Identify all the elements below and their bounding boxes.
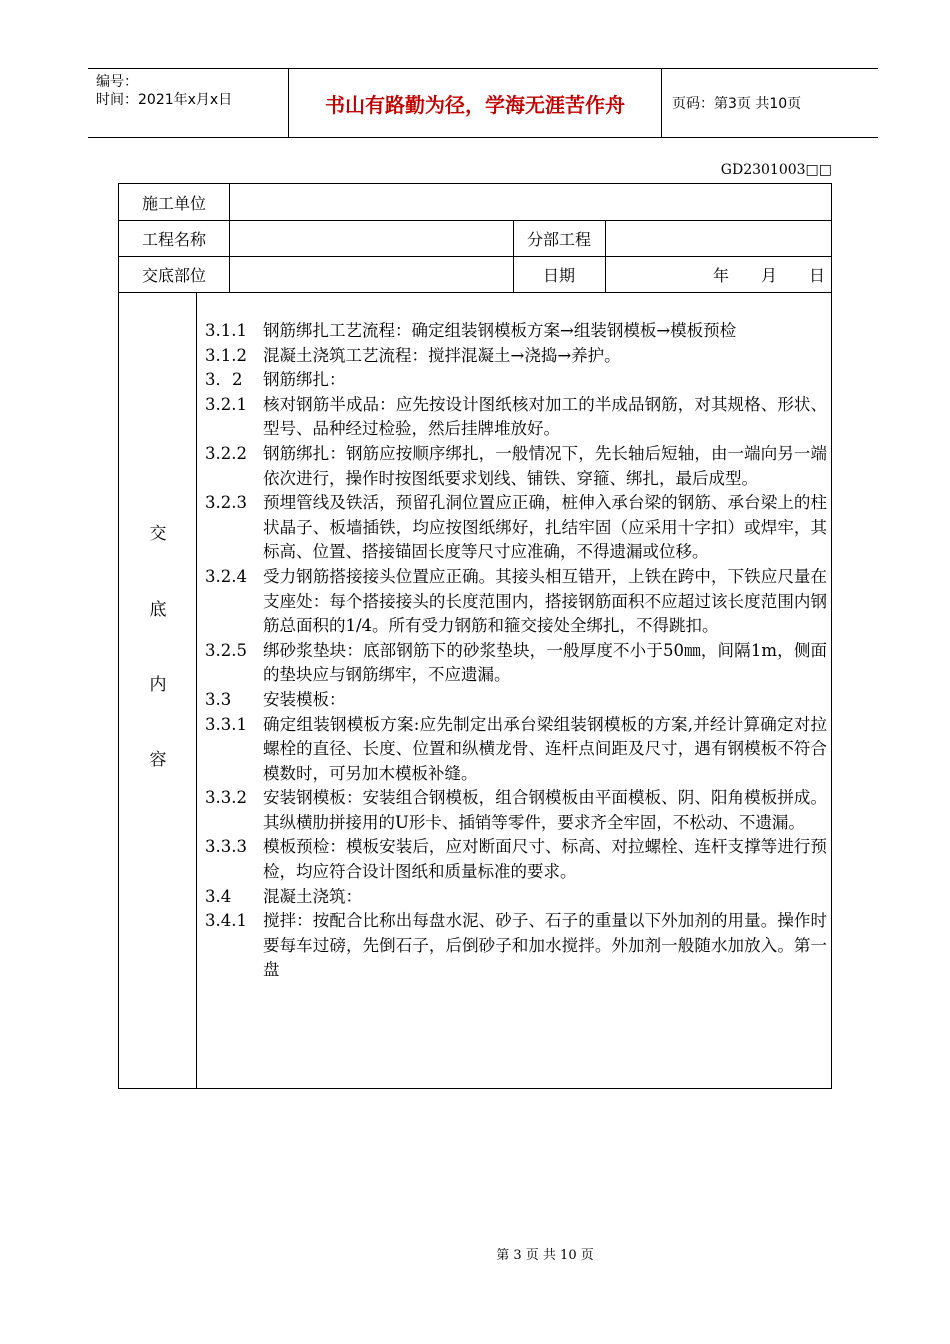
content-paragraph bbox=[205, 368, 827, 393]
side-char: 底 bbox=[149, 600, 167, 620]
side-char: 容 bbox=[149, 750, 167, 770]
paragraph-text: 模板预检：模板安装后，应对断面尺寸、标高、对拉螺栓、连杆支撑等进行预检，均应符合设计图纸和质量标准的要求。 bbox=[263, 837, 827, 882]
project-label: 工程名称 bbox=[141, 230, 206, 249]
content-paragraph bbox=[205, 885, 827, 910]
divider bbox=[229, 184, 230, 220]
document-code: GD2301003□□ bbox=[720, 162, 832, 178]
content-paragraph bbox=[205, 688, 827, 713]
paragraph-number: 3.1.2 bbox=[205, 345, 247, 365]
paragraph-number: 3.3.1 bbox=[205, 714, 247, 734]
content-paragraph bbox=[205, 442, 827, 491]
unit-label: 施工单位 bbox=[141, 193, 206, 213]
content-paragraph bbox=[205, 565, 827, 639]
paragraph-number: 3.3.2 bbox=[205, 788, 247, 808]
page-header bbox=[88, 68, 878, 138]
content-paragraph bbox=[205, 713, 827, 787]
paragraph-text: 搅拌：按配合比称出每盘水泥、砂子、石子的重量以下外加剂的用量。操作时要每车过磅，先倒石子，后倒砂子和加水搅拌。外加剂一般随水加放入。第一盘 bbox=[263, 911, 827, 980]
content-paragraph bbox=[205, 393, 827, 442]
paragraph-text: 钢筋绑扎工艺流程：确定组装钢模板方案→组装钢模板→模板预检 bbox=[263, 321, 737, 340]
content-paragraph bbox=[205, 639, 827, 688]
paragraph-text: 安装模板： bbox=[263, 689, 346, 709]
content-body bbox=[205, 319, 827, 983]
paragraph-text: 确定组装钢模板方案:应先制定出承台梁组装钢模板的方案,并经计算确定对拉螺栓的直径、长度、位置和纵横龙骨、连杆点间距及尺寸，遇有钢模板不符合模数时，可另加木模板补缝。 bbox=[263, 714, 827, 783]
content-paragraph bbox=[205, 319, 827, 344]
divider bbox=[229, 221, 230, 256]
time-label: 时间：2021年x月x日 bbox=[96, 92, 233, 108]
paragraph-number: 3.1.1 bbox=[205, 321, 247, 340]
paragraph-text: 核对钢筋半成品：应先按设计图纸核对加工的半成品钢筋，对其规格、形状、型号、品种经过检验，然后挂牌堆放好。 bbox=[263, 394, 827, 439]
row-project bbox=[119, 221, 831, 257]
header-motto: 书山有路勤为径，学海无涯苦作舟 bbox=[288, 69, 662, 137]
paragraph-text: 受力钢筋搭接接头位置应正确。其接头相互错开，上铁在跨中，下铁应尺量在支座处：每个搭接接头的长度范围内，搭接钢筋面积不应超过该长度范围内钢筋总面积的1/4。所有受力钢筋和箍交接处全绑扎，不得跳扣。 bbox=[263, 566, 827, 636]
subproject-label: 分部工程 bbox=[526, 230, 591, 249]
header-meta bbox=[88, 69, 288, 137]
paragraph-text: 钢筋绑扎： bbox=[263, 370, 346, 390]
paragraph-text: 钢筋绑扎：钢筋应按顺序绑扎，一般情况下，先长轴后短轴，由一端向另一端依次进行，操作时按图纸要求划线、铺铁、穿箍、绑扎，最后成型。 bbox=[263, 443, 827, 488]
paragraph-number: 3.3 bbox=[205, 689, 232, 709]
paragraph-number: 3.2.4 bbox=[205, 566, 247, 586]
paragraph-number: 3.2.5 bbox=[205, 640, 247, 660]
paragraph-number: 3.3.3 bbox=[205, 837, 247, 857]
disclosure-table bbox=[118, 183, 832, 1089]
paragraph-text: 安装钢模板：安装组合钢模板，组合钢模板由平面模板、阴、阳角模板拼成。其纵横肋拼接用的U形卡、插销等零件，要求齐全牢固，不松动、不遗漏。 bbox=[263, 788, 827, 832]
number-label: 编号： bbox=[96, 74, 138, 90]
paragraph-text: 绑砂浆垫块：底部钢筋下的砂浆垫块，一般厚度不小于50㎜，间隔1m，侧面的垫块应与钢筋绑牢，不应遗漏。 bbox=[263, 640, 827, 685]
divider bbox=[229, 257, 230, 292]
paragraph-text: 预埋管线及铁活，预留孔洞位置应正确，桩伸入承台梁的钢筋、承台梁上的柱状晶子、板墙插铁，均应按图纸绑好，扎结牢固（应采用十字扣）或焊牢，其标高、位置、搭接锚固长度等尺寸应准确，不得遗漏或位移。 bbox=[263, 493, 827, 562]
page-footer bbox=[0, 1244, 950, 1263]
content-side-column bbox=[119, 293, 197, 1088]
content-paragraph bbox=[205, 835, 827, 884]
part-label: 交底部位 bbox=[141, 266, 206, 285]
paragraph-text: 混凝土浇筑工艺流程：搅拌混凝土→浇捣→养护。 bbox=[263, 345, 621, 365]
paragraph-number: 3.2.3 bbox=[205, 493, 247, 513]
content-paragraph bbox=[205, 491, 827, 565]
paragraph-number: 3.4 bbox=[205, 886, 232, 906]
footer-page-number: 第 3 页 共 10 页 bbox=[496, 1248, 594, 1263]
row-unit bbox=[119, 184, 831, 221]
content-paragraph bbox=[205, 786, 827, 835]
paragraph-number: 3.2.2 bbox=[205, 443, 247, 463]
row-part bbox=[119, 257, 831, 293]
divider bbox=[605, 221, 606, 256]
paragraph-text: 混凝土浇筑： bbox=[263, 886, 362, 906]
content-paragraph bbox=[205, 909, 827, 983]
date-label: 日期 bbox=[542, 266, 575, 285]
paragraph-number: 3．2 bbox=[205, 370, 243, 390]
date-value: 年 月 日 bbox=[712, 266, 825, 285]
paragraph-number: 3.4.1 bbox=[205, 911, 247, 931]
content-paragraph bbox=[205, 344, 827, 369]
side-char: 交 bbox=[149, 524, 167, 544]
side-char: 内 bbox=[149, 675, 167, 695]
paragraph-number: 3.2.1 bbox=[205, 394, 247, 414]
header-page-label: 页码：第3页 共10页 bbox=[672, 96, 802, 112]
